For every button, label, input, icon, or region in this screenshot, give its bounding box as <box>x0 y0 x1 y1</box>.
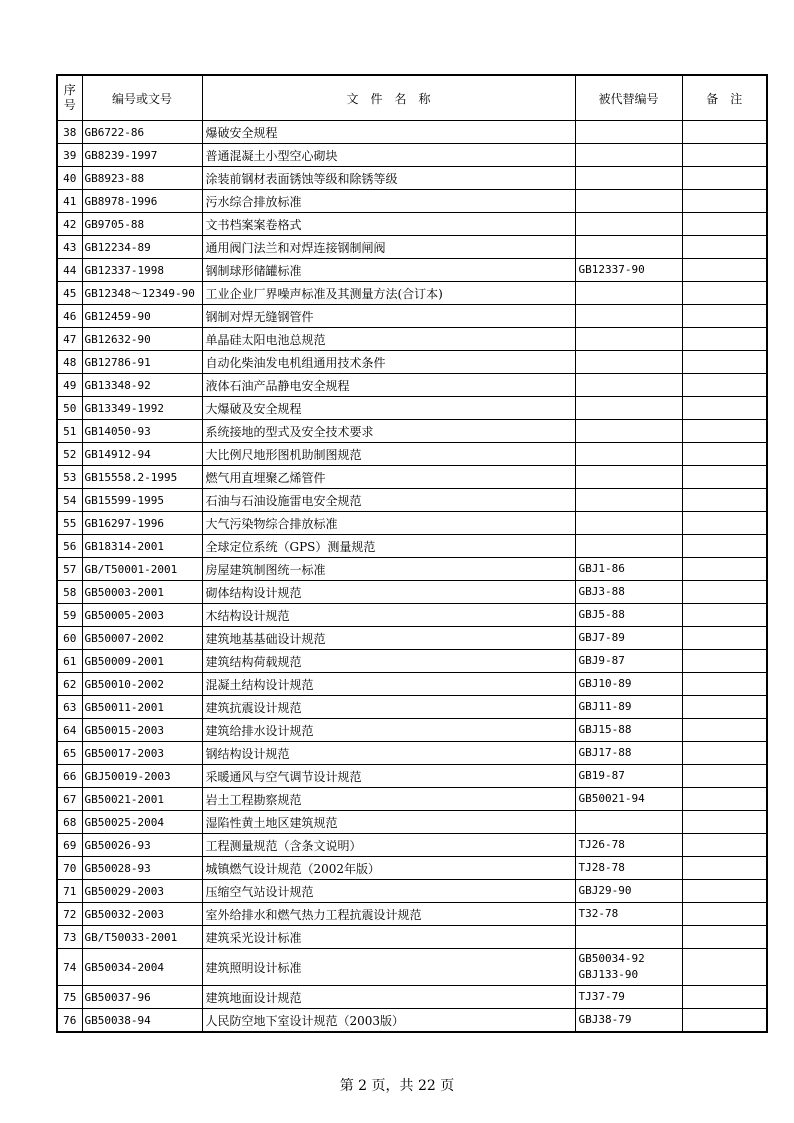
table-row <box>57 351 767 374</box>
row-note <box>682 949 767 986</box>
row-replaced <box>575 673 682 696</box>
row-name: 单晶硅太阳电池总规范 <box>202 328 575 351</box>
replaced-code: GBJ1-86 <box>578 562 625 575</box>
header-name: 文 件 名 称 <box>202 75 575 121</box>
table-row <box>57 282 767 305</box>
row-name: 钢制球形储罐标准 <box>202 259 575 282</box>
row-replaced <box>575 420 682 443</box>
row-replaced <box>575 903 682 926</box>
row-name: 爆破安全规程 <box>202 121 575 144</box>
replaced-code: TJ28-78 <box>578 861 625 874</box>
row-note <box>682 489 767 512</box>
replaced-code: GBJ10-89 <box>578 677 632 690</box>
row-code: GB50021-2001 <box>82 788 202 811</box>
row-name: 建筑地面设计规范 <box>202 986 575 1009</box>
row-code: GB13349-1992 <box>82 397 202 420</box>
row-seq: 58 <box>57 581 82 604</box>
row-seq: 57 <box>57 558 82 581</box>
row-replaced <box>575 466 682 489</box>
row-code: GB50007-2002 <box>82 627 202 650</box>
row-name: 建筑抗震设计规范 <box>202 696 575 719</box>
row-note <box>682 351 767 374</box>
row-code: GB8923-88 <box>82 167 202 190</box>
row-note <box>682 581 767 604</box>
replaced-code-2: GBJ133-90 <box>578 968 639 981</box>
row-replaced <box>575 443 682 466</box>
replaced-code: GBJ29-90 <box>578 884 632 897</box>
row-seq: 71 <box>57 880 82 903</box>
replaced-code: GB50034-92 <box>578 952 645 965</box>
row-seq: 67 <box>57 788 82 811</box>
replaced-code: GBJ7-89 <box>578 631 625 644</box>
row-name: 大气污染物综合排放标准 <box>202 512 575 535</box>
table-row <box>57 535 767 558</box>
row-code: GB8978-1996 <box>82 190 202 213</box>
row-replaced <box>575 650 682 673</box>
row-replaced <box>575 926 682 949</box>
table-row <box>57 374 767 397</box>
row-name: 采暖通风与空气调节设计规范 <box>202 765 575 788</box>
row-note <box>682 167 767 190</box>
row-replaced <box>575 880 682 903</box>
row-note <box>682 259 767 282</box>
row-seq: 48 <box>57 351 82 374</box>
replaced-code: GB19-87 <box>578 769 625 782</box>
table-row <box>57 696 767 719</box>
replaced-code: GB12337-90 <box>578 263 645 276</box>
table-row <box>57 121 767 144</box>
row-note <box>682 374 767 397</box>
table-row <box>57 811 767 834</box>
row-code: GB18314-2001 <box>82 535 202 558</box>
row-name: 湿陷性黄土地区建筑规范 <box>202 811 575 834</box>
row-name: 文书档案案卷格式 <box>202 213 575 236</box>
row-note <box>682 1009 767 1033</box>
row-replaced <box>575 282 682 305</box>
row-code: GB50003-2001 <box>82 581 202 604</box>
row-name: 木结构设计规范 <box>202 604 575 627</box>
row-note <box>682 742 767 765</box>
row-note <box>682 857 767 880</box>
row-code: GB12234-89 <box>82 236 202 259</box>
standards-table-container <box>56 74 768 1033</box>
row-name: 建筑给排水设计规范 <box>202 719 575 742</box>
row-note <box>682 650 767 673</box>
row-seq: 46 <box>57 305 82 328</box>
row-name: 岩土工程勘察规范 <box>202 788 575 811</box>
row-code: GB/T50033-2001 <box>82 926 202 949</box>
row-name: 建筑照明设计标准 <box>202 949 575 986</box>
row-name: 液体石油产品静电安全规程 <box>202 374 575 397</box>
table-row <box>57 305 767 328</box>
row-replaced <box>575 558 682 581</box>
row-replaced <box>575 512 682 535</box>
row-replaced <box>575 489 682 512</box>
row-seq: 51 <box>57 420 82 443</box>
table-row <box>57 986 767 1009</box>
row-code: GB12459-90 <box>82 305 202 328</box>
row-seq: 59 <box>57 604 82 627</box>
row-code: GB12348～12349-90 <box>82 282 202 305</box>
table-header <box>57 75 767 121</box>
row-replaced <box>575 1009 682 1033</box>
row-name: 自动化柴油发电机组通用技术条件 <box>202 351 575 374</box>
row-seq: 45 <box>57 282 82 305</box>
row-note <box>682 144 767 167</box>
row-seq: 42 <box>57 213 82 236</box>
table-row <box>57 742 767 765</box>
table-row <box>57 834 767 857</box>
row-note <box>682 190 767 213</box>
header-replaced: 被代替编号 <box>575 75 682 121</box>
row-seq: 54 <box>57 489 82 512</box>
row-seq: 76 <box>57 1009 82 1033</box>
row-code: GB50034-2004 <box>82 949 202 986</box>
row-code: GB50032-2003 <box>82 903 202 926</box>
row-name: 钢结构设计规范 <box>202 742 575 765</box>
row-code: GB13348-92 <box>82 374 202 397</box>
row-seq: 39 <box>57 144 82 167</box>
row-seq: 55 <box>57 512 82 535</box>
row-replaced <box>575 742 682 765</box>
row-replaced <box>575 604 682 627</box>
row-seq: 62 <box>57 673 82 696</box>
replaced-code: TJ37-79 <box>578 990 625 1003</box>
row-replaced <box>575 788 682 811</box>
row-note <box>682 903 767 926</box>
row-name: 大爆破及安全规程 <box>202 397 575 420</box>
row-note <box>682 604 767 627</box>
table-row <box>57 328 767 351</box>
row-replaced <box>575 696 682 719</box>
row-name: 建筑结构荷载规范 <box>202 650 575 673</box>
row-seq: 53 <box>57 466 82 489</box>
row-replaced <box>575 397 682 420</box>
row-name: 燃气用直埋聚乙烯管件 <box>202 466 575 489</box>
row-note <box>682 788 767 811</box>
row-code: GB14050-93 <box>82 420 202 443</box>
row-seq: 41 <box>57 190 82 213</box>
row-name: 普通混凝土小型空心砌块 <box>202 144 575 167</box>
row-seq: 56 <box>57 535 82 558</box>
replaced-code: GBJ15-88 <box>578 723 632 736</box>
row-seq: 64 <box>57 719 82 742</box>
row-code: GB15599-1995 <box>82 489 202 512</box>
row-code: GB50005-2003 <box>82 604 202 627</box>
table-row <box>57 420 767 443</box>
row-replaced <box>575 374 682 397</box>
row-seq: 50 <box>57 397 82 420</box>
table-row <box>57 466 767 489</box>
row-code: GB15558.2-1995 <box>82 466 202 489</box>
row-code: GB50029-2003 <box>82 880 202 903</box>
table-row <box>57 627 767 650</box>
table-row <box>57 236 767 259</box>
header-code: 编号或文号 <box>82 75 202 121</box>
table-row <box>57 880 767 903</box>
row-name: 室外给排水和燃气热力工程抗震设计规范 <box>202 903 575 926</box>
row-name: 城镇燃气设计规范（2002年版） <box>202 857 575 880</box>
table-row <box>57 857 767 880</box>
row-replaced <box>575 190 682 213</box>
table-row <box>57 604 767 627</box>
row-name: 工业企业厂界噪声标准及其测量方法(合订本) <box>202 282 575 305</box>
row-seq: 72 <box>57 903 82 926</box>
row-note <box>682 466 767 489</box>
row-code: GB50025-2004 <box>82 811 202 834</box>
table-row <box>57 949 767 986</box>
row-note <box>682 986 767 1009</box>
row-code: GB50028-93 <box>82 857 202 880</box>
standards-table <box>56 74 768 1033</box>
row-name: 建筑地基基础设计规范 <box>202 627 575 650</box>
row-seq: 70 <box>57 857 82 880</box>
header-note: 备 注 <box>682 75 767 121</box>
row-seq: 69 <box>57 834 82 857</box>
table-row <box>57 903 767 926</box>
row-replaced <box>575 857 682 880</box>
row-note <box>682 696 767 719</box>
row-note <box>682 719 767 742</box>
table-row <box>57 213 767 236</box>
row-seq: 75 <box>57 986 82 1009</box>
row-code: GB50026-93 <box>82 834 202 857</box>
row-note <box>682 397 767 420</box>
row-name: 压缩空气站设计规范 <box>202 880 575 903</box>
row-seq: 52 <box>57 443 82 466</box>
row-name: 钢制对焊无缝钢管件 <box>202 305 575 328</box>
row-code: GB50015-2003 <box>82 719 202 742</box>
replaced-code: GB50021-94 <box>578 792 645 805</box>
table-row <box>57 788 767 811</box>
row-seq: 49 <box>57 374 82 397</box>
table-row <box>57 167 767 190</box>
row-seq: 74 <box>57 949 82 986</box>
row-replaced <box>575 949 682 986</box>
row-name: 石油与石油设施雷电安全规范 <box>202 489 575 512</box>
row-replaced <box>575 834 682 857</box>
row-note <box>682 121 767 144</box>
row-code: GB/T50001-2001 <box>82 558 202 581</box>
row-code: GB50009-2001 <box>82 650 202 673</box>
row-code: GB6722-86 <box>82 121 202 144</box>
row-note <box>682 627 767 650</box>
row-name: 人民防空地下室设计规范（2003版） <box>202 1009 575 1033</box>
row-name: 大比例尺地形图机助制图规范 <box>202 443 575 466</box>
row-note <box>682 282 767 305</box>
table-row <box>57 397 767 420</box>
row-name: 系统接地的型式及安全技术要求 <box>202 420 575 443</box>
table-row <box>57 443 767 466</box>
row-name: 混凝土结构设计规范 <box>202 673 575 696</box>
row-replaced <box>575 581 682 604</box>
replaced-code: GBJ11-89 <box>578 700 632 713</box>
row-name: 房屋建筑制图统一标准 <box>202 558 575 581</box>
row-note <box>682 765 767 788</box>
table-row <box>57 259 767 282</box>
row-replaced <box>575 236 682 259</box>
row-code: GB8239-1997 <box>82 144 202 167</box>
replaced-code: GBJ9-87 <box>578 654 625 667</box>
row-replaced <box>575 144 682 167</box>
row-note <box>682 305 767 328</box>
table-row <box>57 719 767 742</box>
row-replaced <box>575 328 682 351</box>
row-note <box>682 512 767 535</box>
row-seq: 61 <box>57 650 82 673</box>
row-name: 建筑采光设计标准 <box>202 926 575 949</box>
row-replaced <box>575 811 682 834</box>
table-body <box>57 121 767 1033</box>
table-row <box>57 144 767 167</box>
row-seq: 40 <box>57 167 82 190</box>
table-row <box>57 581 767 604</box>
table-row <box>57 673 767 696</box>
row-code: GB12786-91 <box>82 351 202 374</box>
row-code: GB14912-94 <box>82 443 202 466</box>
row-name: 污水综合排放标准 <box>202 190 575 213</box>
row-name: 全球定位系统（GPS）测量规范 <box>202 535 575 558</box>
row-note <box>682 673 767 696</box>
row-seq: 65 <box>57 742 82 765</box>
row-replaced <box>575 986 682 1009</box>
row-seq: 38 <box>57 121 82 144</box>
table-row <box>57 650 767 673</box>
table-row <box>57 489 767 512</box>
row-name: 通用阀门法兰和对焊连接钢制闸阀 <box>202 236 575 259</box>
row-seq: 73 <box>57 926 82 949</box>
row-code: GB50017-2003 <box>82 742 202 765</box>
replaced-code: T32-78 <box>578 907 619 920</box>
row-replaced <box>575 351 682 374</box>
table-row <box>57 926 767 949</box>
row-name: 工程测量规范（含条文说明） <box>202 834 575 857</box>
row-seq: 47 <box>57 328 82 351</box>
table-row <box>57 190 767 213</box>
row-code: GB50010-2002 <box>82 673 202 696</box>
row-note <box>682 443 767 466</box>
table-row <box>57 1009 767 1033</box>
row-code: GB50037-96 <box>82 986 202 1009</box>
row-seq: 43 <box>57 236 82 259</box>
row-code: GB12337-1998 <box>82 259 202 282</box>
row-seq: 44 <box>57 259 82 282</box>
row-replaced <box>575 765 682 788</box>
replaced-code: GBJ17-88 <box>578 746 632 759</box>
row-code: GB50038-94 <box>82 1009 202 1033</box>
row-code: GB50011-2001 <box>82 696 202 719</box>
row-note <box>682 834 767 857</box>
row-note <box>682 926 767 949</box>
row-replaced <box>575 121 682 144</box>
row-replaced <box>575 627 682 650</box>
row-seq: 66 <box>57 765 82 788</box>
row-note <box>682 880 767 903</box>
replaced-code: GBJ5-88 <box>578 608 625 621</box>
table-row <box>57 512 767 535</box>
row-note <box>682 535 767 558</box>
row-note <box>682 213 767 236</box>
table-row <box>57 558 767 581</box>
row-code: GB12632-90 <box>82 328 202 351</box>
row-replaced <box>575 535 682 558</box>
row-seq: 63 <box>57 696 82 719</box>
row-note <box>682 811 767 834</box>
row-note <box>682 558 767 581</box>
row-replaced <box>575 213 682 236</box>
page-footer: 第 2 页，共 22 页 <box>339 1078 455 1094</box>
row-code: GB16297-1996 <box>82 512 202 535</box>
row-replaced <box>575 719 682 742</box>
replaced-code: TJ26-78 <box>578 838 625 851</box>
row-replaced <box>575 167 682 190</box>
header-seq: 序 号 <box>57 75 82 121</box>
row-name: 涂装前钢材表面锈蚀等级和除锈等级 <box>202 167 575 190</box>
row-code: GB9705-88 <box>82 213 202 236</box>
table-row <box>57 765 767 788</box>
row-note <box>682 328 767 351</box>
row-code: GBJ50019-2003 <box>82 765 202 788</box>
row-note <box>682 420 767 443</box>
row-seq: 68 <box>57 811 82 834</box>
row-name: 砌体结构设计规范 <box>202 581 575 604</box>
row-seq: 60 <box>57 627 82 650</box>
replaced-code: GBJ3-88 <box>578 585 625 598</box>
row-note <box>682 236 767 259</box>
row-replaced <box>575 259 682 282</box>
row-replaced <box>575 305 682 328</box>
replaced-code: GBJ38-79 <box>578 1013 632 1026</box>
